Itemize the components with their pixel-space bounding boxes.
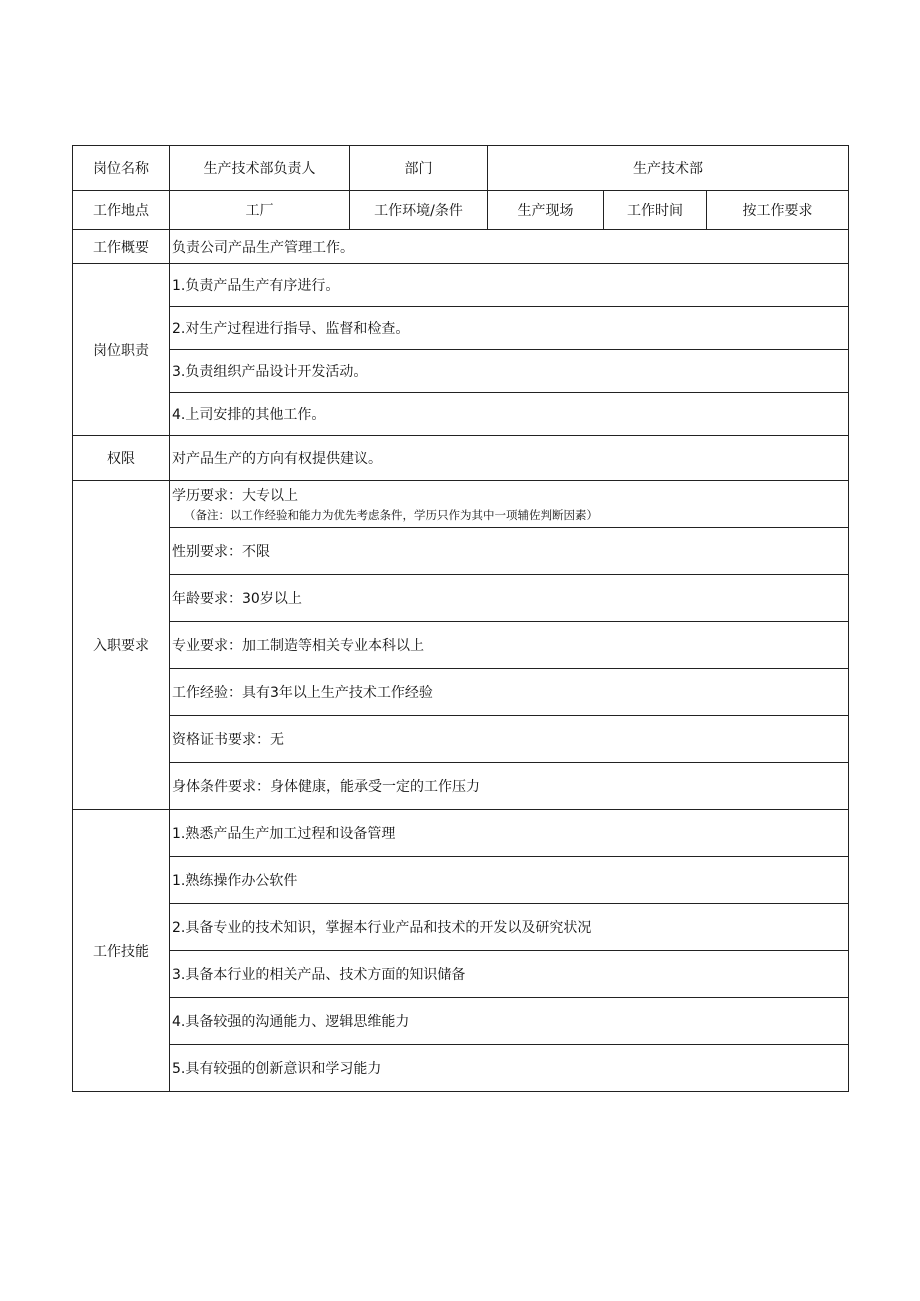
row-skill	[73, 857, 849, 904]
duty-item: 4.上司安排的其他工作。	[170, 393, 849, 436]
row-skill	[73, 998, 849, 1045]
row-position	[73, 146, 849, 191]
environment-label: 工作环境/条件	[350, 191, 488, 230]
requirements-label: 入职要求	[73, 481, 170, 810]
skills-label: 工作技能	[73, 810, 170, 1092]
row-requirement	[73, 528, 849, 575]
row-duty	[73, 307, 849, 350]
location-label: 工作地点	[73, 191, 170, 230]
requirement-item: 资格证书要求：无	[170, 716, 849, 763]
summary-label: 工作概要	[73, 230, 170, 264]
row-requirement	[73, 622, 849, 669]
requirement-item: 年龄要求：30岁以上	[170, 575, 849, 622]
skill-item: 2.具备专业的技术知识，掌握本行业产品和技术的开发以及研究状况	[170, 904, 849, 951]
department-value: 生产技术部	[488, 146, 849, 191]
education-requirement	[170, 481, 849, 528]
row-requirement	[73, 481, 849, 528]
row-duty	[73, 350, 849, 393]
row-requirement	[73, 575, 849, 622]
education-text: 学历要求：大专以上	[172, 488, 298, 504]
row-skill	[73, 951, 849, 998]
environment-value: 生产现场	[488, 191, 604, 230]
row-skill	[73, 904, 849, 951]
education-note: （备注：以工作经验和能力为优先考虑条件，学历只作为其中一项辅佐判断因素）	[184, 508, 598, 522]
skill-item: 5.具有较强的创新意识和学习能力	[170, 1045, 849, 1092]
row-location	[73, 191, 849, 230]
row-authority	[73, 436, 849, 481]
location-value: 工厂	[170, 191, 350, 230]
row-requirement	[73, 716, 849, 763]
skill-item: 1.熟练操作办公软件	[170, 857, 849, 904]
requirement-item: 专业要求：加工制造等相关专业本科以上	[170, 622, 849, 669]
skill-item: 4.具备较强的沟通能力、逻辑思维能力	[170, 998, 849, 1045]
row-skill	[73, 810, 849, 857]
requirement-item: 工作经验：具有3年以上生产技术工作经验	[170, 669, 849, 716]
row-requirement	[73, 763, 849, 810]
row-duty	[73, 393, 849, 436]
row-skill	[73, 1045, 849, 1092]
job-description-form	[72, 145, 848, 1092]
job-description-table	[72, 145, 849, 1092]
position-label: 岗位名称	[73, 146, 170, 191]
duties-label: 岗位职责	[73, 264, 170, 436]
work-time-label: 工作时间	[604, 191, 707, 230]
skill-item: 3.具备本行业的相关产品、技术方面的知识储备	[170, 951, 849, 998]
row-duty	[73, 264, 849, 307]
skill-item: 1.熟悉产品生产加工过程和设备管理	[170, 810, 849, 857]
position-value: 生产技术部负责人	[170, 146, 350, 191]
work-time-value: 按工作要求	[707, 191, 849, 230]
duty-item: 3.负责组织产品设计开发活动。	[170, 350, 849, 393]
requirement-item: 身体条件要求：身体健康，能承受一定的工作压力	[170, 763, 849, 810]
row-requirement	[73, 669, 849, 716]
duty-item: 2.对生产过程进行指导、监督和检查。	[170, 307, 849, 350]
department-label: 部门	[350, 146, 488, 191]
row-summary	[73, 230, 849, 264]
authority-value: 对产品生产的方向有权提供建议。	[170, 436, 849, 481]
duty-item: 1.负责产品生产有序进行。	[170, 264, 849, 307]
requirement-item: 性别要求：不限	[170, 528, 849, 575]
summary-value: 负责公司产品生产管理工作。	[170, 230, 849, 264]
authority-label: 权限	[73, 436, 170, 481]
